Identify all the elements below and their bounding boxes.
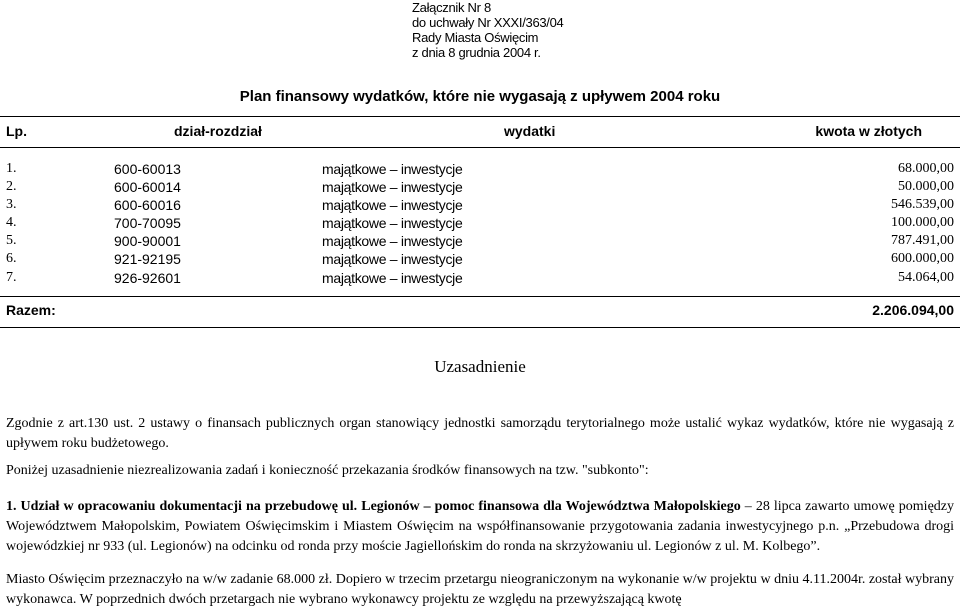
table-cell-kwota: 546.539,00	[891, 197, 954, 213]
table-cell-lp: 5.	[6, 233, 17, 249]
table-cell-wydatki: majątkowe – inwestycje	[322, 215, 463, 232]
table-cell-dzial: 700-70095	[114, 215, 181, 232]
document-title: Plan finansowy wydatków, które nie wygasają z upływem 2004 roku	[239, 88, 721, 105]
header-kwota: kwota w złotych	[815, 123, 922, 139]
item-1-heading: 1. Udział w opracowaniu dokumentacji na przebudowę ul. Legionów – pomoc finansowa dla Województwa Małopolskiego	[6, 499, 741, 514]
justification-paragraph-intro: Poniżej uzasadnienie niezrealizowania zadań i konieczność przekazania środków finansowych na tzw. "subkonto":	[6, 463, 649, 478]
table-cell-wydatki: majątkowe – inwestycje	[322, 251, 463, 268]
total-bar	[0, 296, 960, 328]
table-cell-wydatki: majątkowe – inwestycje	[322, 197, 463, 214]
table-cell-dzial: 900-90001	[114, 233, 181, 250]
column-lp	[6, 160, 17, 287]
table-cell-kwota: 50.000,00	[898, 179, 954, 195]
table-cell-lp: 2.	[6, 179, 17, 195]
justification-paragraph-legal: Zgodnie z art.130 ust. 2 ustawy o finansach publicznych organ stanowiący jednostki samorządu terytorialnego może ustalić wykaz wydatków, które nie wygasają z upływem roku budżetowego.	[6, 416, 954, 451]
table-cell-dzial: 921-92195	[114, 251, 181, 268]
table-cell-lp: 1.	[6, 161, 17, 176]
table-cell-wydatki: majątkowe – inwestycje	[322, 233, 463, 250]
justification-paragraph-item-1-details: Miasto Oświęcim przeznaczyło na w/w zadanie 68.000 zł. Dopiero w trzecim przetargu nieograniczonym na wykonanie w/w projektu w dniu 4.11.2004r. został wybrany wykonawca. W poprzednich dwóch przetargach nie wybrano wykonawcy projektu ze względu na przewyższającą kwotę	[6, 572, 954, 607]
resolution-date: z dnia 8 grudnia 2004 r.	[412, 45, 541, 60]
table-cell-dzial: 926-92601	[114, 269, 181, 286]
table-cell-kwota: 54.064,00	[898, 269, 954, 285]
total-label: Razem:	[6, 302, 56, 318]
table-cell-wydatki: majątkowe – inwestycje	[322, 179, 463, 196]
table-cell-lp: 3.	[6, 197, 17, 213]
table-cell-lp: 6.	[6, 251, 17, 267]
table-cell-dzial: 600-60014	[114, 179, 181, 196]
column-wydatki	[322, 160, 462, 287]
table-cell-kwota: 68.000,00	[898, 161, 954, 176]
table-cell-dzial: 600-60013	[114, 161, 181, 177]
resolution-number: do uchwały Nr XXXI/363/04	[412, 15, 564, 30]
justification-heading: Uzasadnienie	[434, 357, 526, 376]
column-dzial	[114, 160, 181, 287]
item-1-body: – 28 lipca zawarto umowę pomiędzy Województwem Małopolskim, Powiatem Oświęcimskim i Miastem Oświęcim na współfinansowanie przygotowania zadania inwestycyjnego p.n. „Przebudowa drogi wojewódzkiej nr 933 (ul. Legionów) na odcinku od ronda przy moście Jagiellońskim do ronda na skrzyżowaniu ul. Legionów z ul. M. Kolbego”.	[6, 499, 954, 554]
column-kwota	[891, 160, 954, 287]
table-cell-wydatki: majątkowe – inwestycje	[322, 269, 463, 286]
table-cell-kwota: 600.000,00	[891, 251, 954, 267]
table-cell-dzial: 600-60016	[114, 197, 181, 214]
table-cell-kwota: 787.491,00	[891, 233, 954, 249]
table-cell-lp: 4.	[6, 215, 17, 231]
table-cell-wydatki: majątkowe – inwestycje	[322, 161, 463, 177]
justification-paragraph-item-1	[6, 497, 954, 557]
total-value: 2.206.094,00	[872, 302, 954, 318]
council-name: Rady Miasta Oświęcim	[412, 30, 539, 45]
header-wydatki: wydatki	[504, 123, 556, 139]
header-dzial: dział-rozdział	[174, 123, 262, 139]
table-cell-kwota: 100.000,00	[891, 215, 954, 231]
header-lp: Lp.	[6, 123, 27, 139]
table-cell-lp: 7.	[6, 269, 17, 285]
annex-number: Załącznik Nr 8	[412, 0, 491, 15]
